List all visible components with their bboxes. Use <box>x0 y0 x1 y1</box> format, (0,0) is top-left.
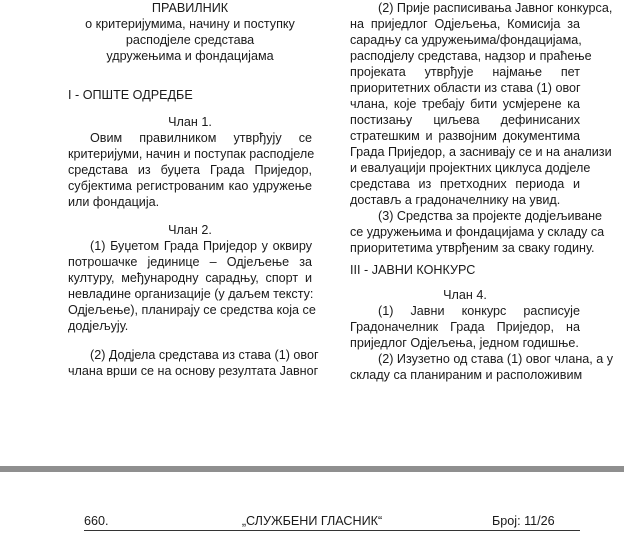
paragraph-line: члана врши се на основу резултата Јавног <box>68 364 319 378</box>
paragraph-line: приоритетима утврђеним за сваку годину. <box>350 241 595 255</box>
section-heading-public-call: III - ЈАВНИ КОНКУРС <box>350 263 476 277</box>
paragraph-line: средстава из претходних периода и <box>350 177 580 191</box>
page-footer <box>0 514 624 532</box>
paragraph-line: (2) Изузетно од става (1) овог члана, а у <box>378 352 614 366</box>
section-heading-general-provisions: I - ОПШТЕ ОДРЕДБЕ <box>68 88 193 102</box>
document-subtitle-line: удружењима и фондацијама <box>106 49 274 63</box>
paragraph-line: стратешким и развојним документима <box>350 129 580 143</box>
paragraph-line: Града Приједор, а заснивају се и на анализи <box>350 145 612 159</box>
paragraph-line: приједлог Одјељења, једном годишње. <box>350 336 579 350</box>
paragraph-line: (2) Додјела средстава из става (1) овог <box>90 348 319 362</box>
footer-rule <box>84 530 580 531</box>
paragraph-line: расподјелу средстава, надзор и праћење <box>350 49 592 63</box>
paragraph-line: потрошачке јединице – Одјељење за <box>68 255 312 269</box>
article-2-heading: Члан 2. <box>168 223 212 237</box>
paragraph-line: критеријуми, начин и поступак расподјеле <box>68 147 315 161</box>
paragraph-line: члана, које требају бити усмјерене ка <box>350 97 580 111</box>
page-number: 660. <box>84 514 109 528</box>
paragraph-line: складу са планираним и расположивим <box>350 368 583 382</box>
paragraph-line: приоритетних области из става (1) овог <box>350 81 581 95</box>
paragraph-line: културу, међународну сарадњу, спорт и <box>68 271 312 285</box>
paragraph-line: Овим правилником утврђују се <box>90 131 312 145</box>
paragraph-line: средстава из буџета Града Приједор, <box>68 163 312 177</box>
paragraph-line: сарадњу са удружењима/фондацијама, <box>350 33 582 47</box>
paragraph-line: (1) Буџетом Града Приједор у оквиру <box>90 239 312 253</box>
paragraph-line: и евалуацији пројектних циклуса додјеле <box>350 161 591 175</box>
paragraph-line: Градоначелник Града Приједор, на <box>350 320 580 334</box>
article-4-heading: Члан 4. <box>443 288 487 302</box>
paragraph-line: пројеката утврђује најмање пет <box>350 65 580 79</box>
paragraph-line: на приједлог Одјељења, Комисија за <box>350 17 580 31</box>
paragraph-line: додјељују. <box>68 319 129 333</box>
paragraph-line: постизању циљева дефинисаних <box>350 113 580 127</box>
article-1-heading: Члан 1. <box>168 115 212 129</box>
document-subtitle-line: расподјеле средстава <box>125 33 255 47</box>
publication-title: „СЛУЖБЕНИ ГЛАСНИК“ <box>241 514 383 528</box>
document-title: ПРАВИЛНИК <box>151 1 229 15</box>
paragraph-line: достављ а градоначелнику на увид. <box>350 193 561 207</box>
paragraph-line: (2) Прије расписивања Јавног конкурса, <box>378 1 613 15</box>
paragraph-line: невладине организације (у даљем тексту: <box>68 287 314 301</box>
issue-number: Број: 11/26 <box>492 514 555 528</box>
paragraph-line: или фондација. <box>68 195 160 209</box>
paragraph-line: Одјељење), планирају се средства која се <box>68 303 316 317</box>
document-subtitle-line: о критеријумима, начину и поступку <box>85 17 295 31</box>
paragraph-line: се удружењима и фондацијама у складу са <box>350 225 605 239</box>
paragraph-line: субјектима регистрованим као удружење <box>68 179 312 193</box>
paragraph-line: (1) Јавни конкурс расписује <box>378 304 580 318</box>
paragraph-line: (3) Средства за пројекте додјељиване <box>378 209 603 223</box>
page-separator <box>0 466 624 472</box>
